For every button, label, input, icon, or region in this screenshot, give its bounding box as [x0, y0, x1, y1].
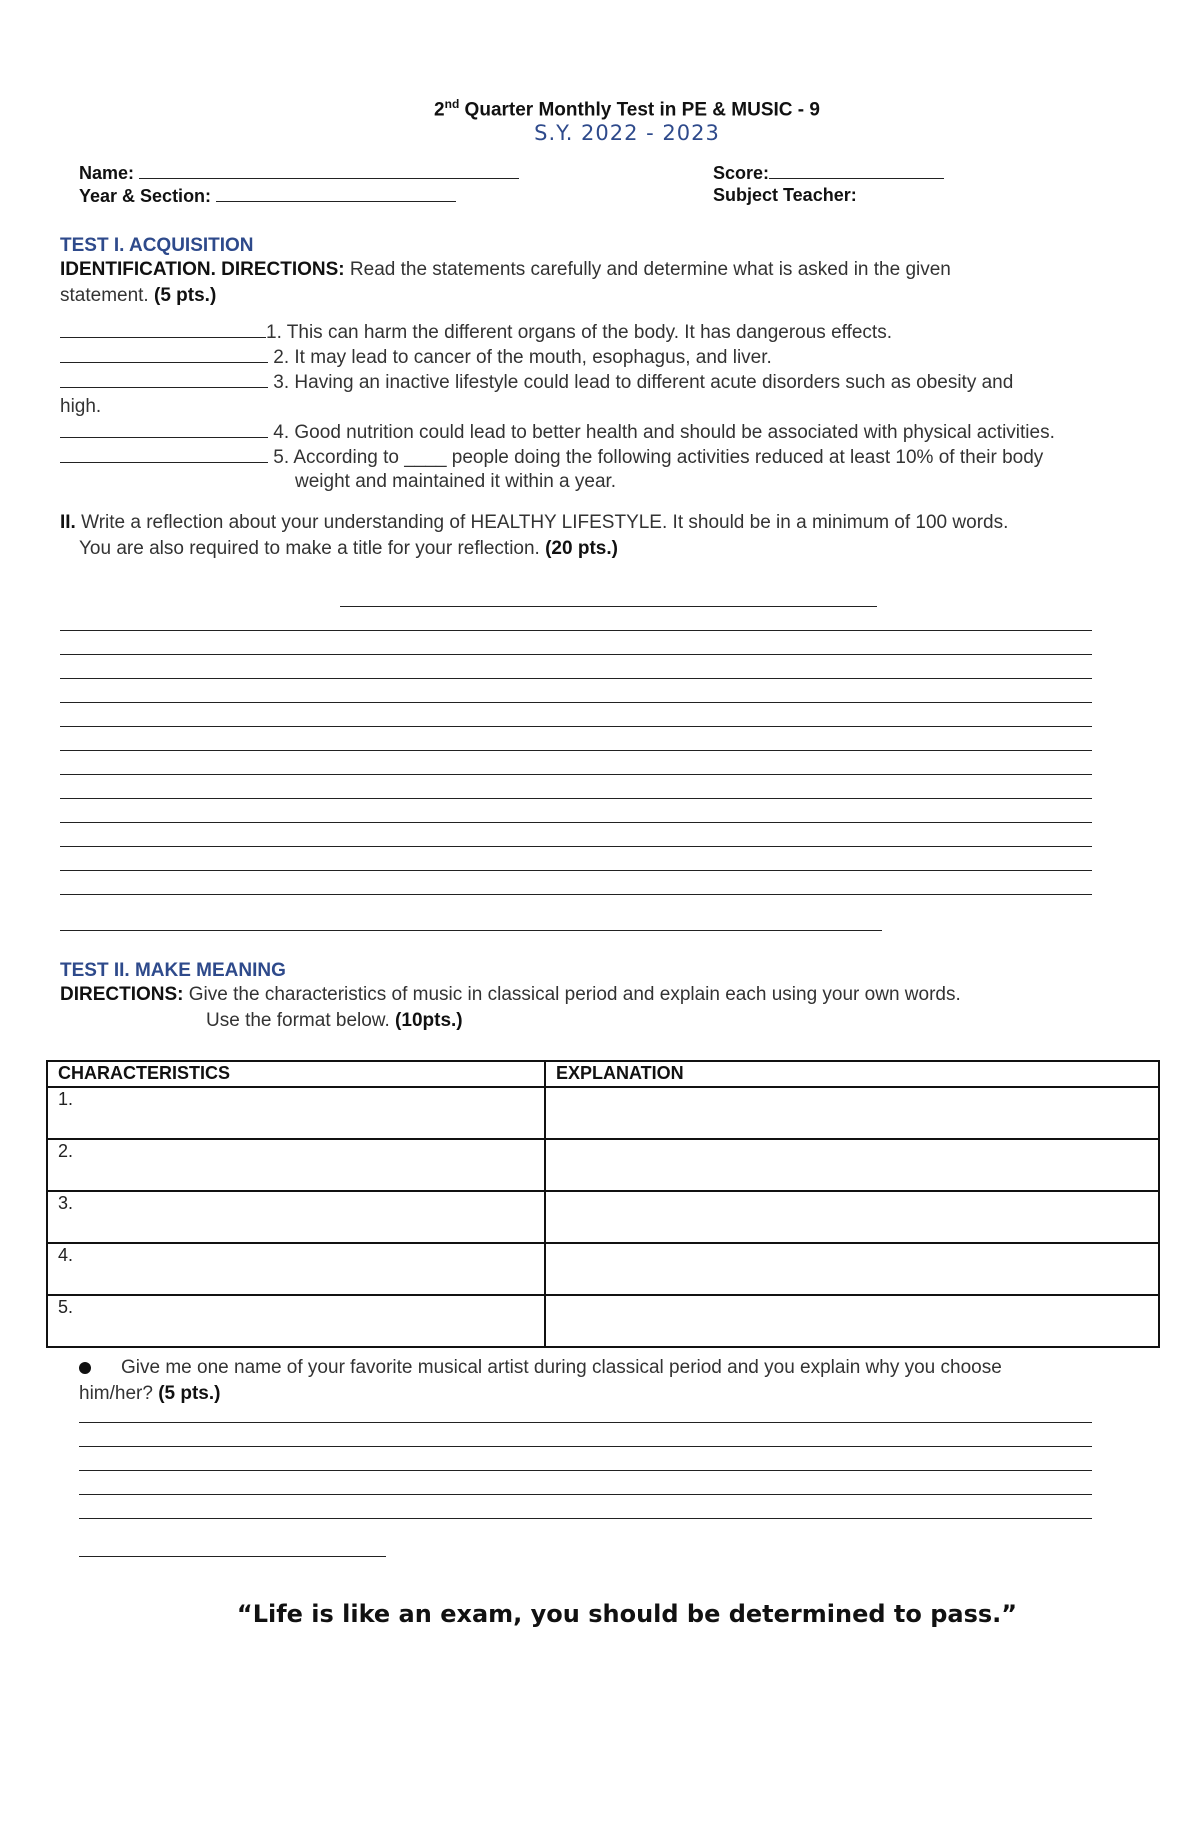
reflection-writing-line[interactable] — [60, 870, 1092, 871]
explanation-cell[interactable] — [545, 1243, 1159, 1295]
reflection-writing-line[interactable] — [60, 798, 1092, 799]
characteristic-cell[interactable]: 2. — [47, 1139, 545, 1191]
column-header-characteristics: CHARACTERISTICS — [47, 1061, 545, 1087]
test1-directions: IDENTIFICATION. DIRECTIONS: Read the statements carefully and determine what is asked in the given — [60, 259, 951, 280]
answer-writing-line[interactable] — [79, 1422, 1092, 1423]
reflection-instructions: II. Write a reflection about your understanding of HEALTHY LIFESTYLE. It should be in a minimum of 100 words. — [60, 512, 1009, 533]
school-year: S.Y. 2022 - 2023 — [534, 121, 720, 145]
table-row — [47, 1191, 1159, 1243]
bullet-icon — [79, 1362, 91, 1374]
reflection-writing-line[interactable] — [60, 678, 1092, 679]
test1-item: 3. Having an inactive lifestyle could lead to different acute disorders such as obesity and — [60, 371, 1013, 394]
test-title: 2nd Quarter Monthly Test in PE & MUSIC - 9 — [434, 97, 820, 121]
year-section-blank[interactable] — [216, 185, 456, 202]
characteristic-cell[interactable]: 4. — [47, 1243, 545, 1295]
test2-directions: DIRECTIONS: Give the characteristics of music in classical period and explain each using your own words. — [60, 984, 961, 1005]
test1-heading: TEST I. ACQUISITION — [60, 235, 254, 256]
year-section-field: Year & Section: — [79, 185, 456, 207]
test1-directions-cont: statement. (5 pts.) — [60, 285, 217, 306]
answer-writing-line[interactable] — [79, 1470, 1092, 1471]
answer-blank[interactable] — [60, 421, 268, 438]
answer-blank[interactable] — [60, 446, 268, 463]
test2-heading: TEST II. MAKE MEANING — [60, 960, 286, 981]
characteristic-cell[interactable]: 5. — [47, 1295, 545, 1347]
score-blank[interactable] — [769, 162, 944, 179]
answer-writing-line[interactable] — [79, 1518, 1092, 1519]
answer-writing-line[interactable] — [79, 1494, 1092, 1495]
answer-writing-line[interactable] — [79, 1556, 386, 1557]
reflection-writing-line[interactable] — [60, 894, 1092, 895]
reflection-writing-line[interactable] — [60, 822, 1092, 823]
column-header-explanation: EXPLANATION — [545, 1061, 1159, 1087]
reflection-writing-line[interactable] — [60, 726, 1092, 727]
bonus-question-cont: him/her? (5 pts.) — [79, 1383, 221, 1404]
reflection-instructions-cont: You are also required to make a title for your reflection. (20 pts.) — [79, 538, 618, 559]
answer-writing-line[interactable] — [79, 1446, 1092, 1447]
reflection-writing-line[interactable] — [60, 654, 1092, 655]
answer-blank[interactable] — [60, 371, 268, 388]
test1-item: 2. It may lead to cancer of the mouth, esophagus, and liver. — [60, 346, 772, 369]
answer-blank[interactable] — [60, 346, 268, 363]
table-row — [47, 1243, 1159, 1295]
bonus-question: Give me one name of your favorite musical artist during classical period and you explain why you choose — [79, 1357, 1002, 1379]
test1-item: 1. This can harm the different organs of the body. It has dangerous effects. — [60, 321, 892, 344]
explanation-cell[interactable] — [545, 1295, 1159, 1347]
reflection-writing-line[interactable] — [60, 846, 1092, 847]
table-row — [47, 1087, 1159, 1139]
reflection-title-line[interactable] — [340, 606, 877, 607]
characteristic-cell[interactable]: 1. — [47, 1087, 545, 1139]
reflection-writing-line[interactable] — [60, 750, 1092, 751]
test1-item: 5. According to ____ people doing the following activities reduced at least 10% of their body — [60, 446, 1043, 469]
reflection-writing-line[interactable] — [60, 774, 1092, 775]
table-row — [47, 1139, 1159, 1191]
explanation-cell[interactable] — [545, 1139, 1159, 1191]
table-header-row — [47, 1061, 1159, 1087]
test1-item-cont: weight and maintained it within a year. — [295, 471, 617, 492]
reflection-writing-line[interactable] — [60, 630, 1092, 631]
explanation-cell[interactable] — [545, 1087, 1159, 1139]
reflection-writing-line[interactable] — [60, 702, 1092, 703]
closing-quote: “Life is like an exam, you should be determined to pass.” — [236, 1600, 1018, 1628]
explanation-cell[interactable] — [545, 1191, 1159, 1243]
characteristic-cell[interactable]: 3. — [47, 1191, 545, 1243]
characteristics-table — [46, 1060, 1160, 1348]
answer-blank[interactable] — [60, 321, 266, 338]
reflection-writing-line[interactable] — [60, 930, 882, 931]
table-row — [47, 1295, 1159, 1347]
test2-directions-cont: Use the format below. (10pts.) — [206, 1010, 463, 1031]
test1-item-cont: high. — [60, 396, 102, 417]
test1-item: 4. Good nutrition could lead to better health and should be associated with physical activities. — [60, 421, 1055, 444]
name-blank[interactable] — [139, 162, 519, 179]
score-field: Score: — [713, 162, 944, 184]
name-field: Name: — [79, 162, 519, 184]
subject-teacher-field: Subject Teacher: — [713, 185, 857, 205]
title-superscript: nd — [444, 97, 460, 111]
